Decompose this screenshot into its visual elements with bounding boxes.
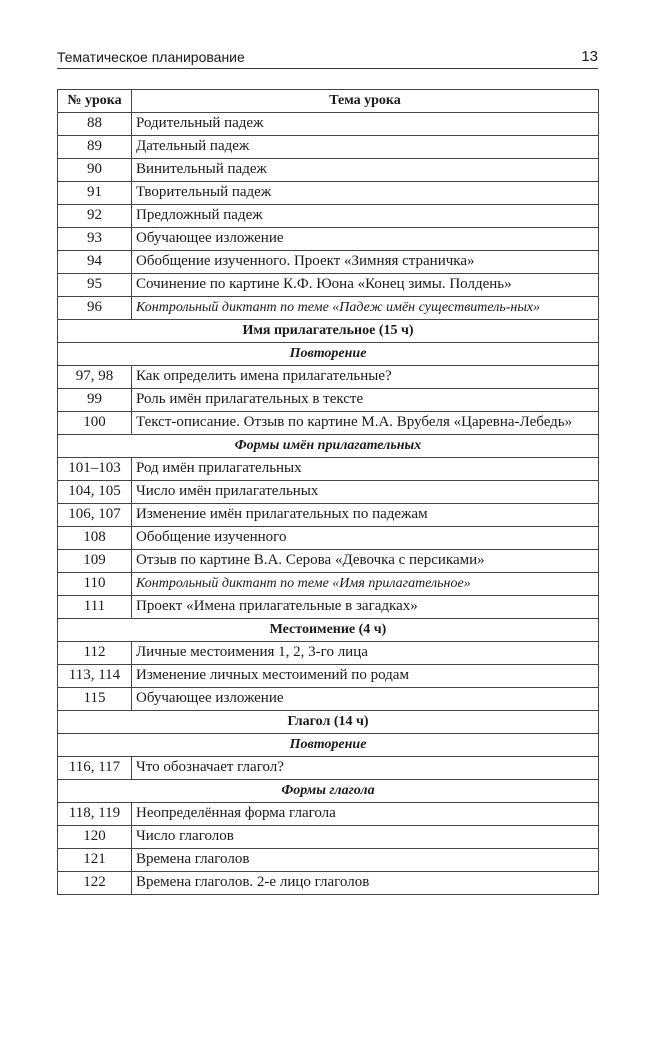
lesson-topic: Отзыв по картине В.А. Серова «Девочка с персиками»	[132, 550, 599, 573]
lesson-number: 110	[58, 573, 132, 596]
lesson-number: 101–103	[58, 458, 132, 481]
lesson-topic: Дательный падеж	[132, 136, 599, 159]
lesson-number: 100	[58, 412, 132, 435]
section-row	[58, 711, 599, 734]
subsection-title: Формы глагола	[58, 780, 599, 803]
lesson-number: 106, 107	[58, 504, 132, 527]
lesson-topic: Предложный падеж	[132, 205, 599, 228]
lesson-number: 88	[58, 113, 132, 136]
section-row	[58, 619, 599, 642]
lesson-number: 109	[58, 550, 132, 573]
running-head-title: Тематическое планирование	[57, 49, 245, 65]
lesson-number: 90	[58, 159, 132, 182]
section-title: Местоимение (4 ч)	[58, 619, 599, 642]
table-row	[58, 504, 599, 527]
subsection-row	[58, 343, 599, 366]
table-row	[58, 872, 599, 895]
section-title: Имя прилагательное (15 ч)	[58, 320, 599, 343]
lesson-number: 96	[58, 297, 132, 320]
subsection-row	[58, 734, 599, 757]
lesson-number: 91	[58, 182, 132, 205]
lesson-number: 94	[58, 251, 132, 274]
lesson-topic: Число имён прилагательных	[132, 481, 599, 504]
table-row	[58, 596, 599, 619]
lesson-topic: Контрольный диктант по теме «Имя прилагательное»	[132, 573, 599, 596]
lesson-topic: Что обозначает глагол?	[132, 757, 599, 780]
table-row	[58, 297, 599, 320]
lesson-topic: Изменение личных местоимений по родам	[132, 665, 599, 688]
subsection-title: Формы имён прилагательных	[58, 435, 599, 458]
table-row	[58, 642, 599, 665]
table-row	[58, 366, 599, 389]
lesson-topic: Текст-описание. Отзыв по картине М.А. Врубеля «Царевна-Лебедь»	[132, 412, 599, 435]
subsection-row	[58, 780, 599, 803]
table-row	[58, 826, 599, 849]
lesson-topic: Обобщение изученного	[132, 527, 599, 550]
lesson-topic: Родительный падеж	[132, 113, 599, 136]
lesson-topic: Обучающее изложение	[132, 228, 599, 251]
table-row	[58, 136, 599, 159]
lesson-number: 120	[58, 826, 132, 849]
lesson-number: 95	[58, 274, 132, 297]
lesson-number: 112	[58, 642, 132, 665]
column-header-lesson-number: № урока	[58, 90, 132, 113]
column-header-lesson-topic: Тема урока	[132, 90, 599, 113]
lesson-topic: Неопределённая форма глагола	[132, 803, 599, 826]
lesson-number: 122	[58, 872, 132, 895]
table-row	[58, 159, 599, 182]
table-row	[58, 527, 599, 550]
table-row	[58, 665, 599, 688]
lesson-topic: Как определить имена прилагательные?	[132, 366, 599, 389]
lesson-topic: Винительный падеж	[132, 159, 599, 182]
lesson-number: 97, 98	[58, 366, 132, 389]
table-row	[58, 481, 599, 504]
running-head	[57, 48, 598, 69]
lesson-number: 113, 114	[58, 665, 132, 688]
lesson-topic: Контрольный диктант по теме «Падеж имён существитель-ных»	[132, 297, 599, 320]
lesson-number: 92	[58, 205, 132, 228]
lesson-topic: Личные местоимения 1, 2, 3-го лица	[132, 642, 599, 665]
table-row	[58, 228, 599, 251]
lesson-number: 108	[58, 527, 132, 550]
lesson-topic: Род имён прилагательных	[132, 458, 599, 481]
lesson-topic: Роль имён прилагательных в тексте	[132, 389, 599, 412]
table-row	[58, 205, 599, 228]
lesson-topic: Творительный падеж	[132, 182, 599, 205]
table-header-row	[58, 90, 599, 113]
lesson-number: 89	[58, 136, 132, 159]
lesson-topic: Изменение имён прилагательных по падежам	[132, 504, 599, 527]
page-number: 13	[581, 48, 598, 65]
subsection-title: Повторение	[58, 734, 599, 757]
lesson-number: 104, 105	[58, 481, 132, 504]
lesson-plan-table	[57, 89, 599, 895]
lesson-topic: Проект «Имена прилагательные в загадках»	[132, 596, 599, 619]
lesson-topic: Времена глаголов	[132, 849, 599, 872]
table-row	[58, 274, 599, 297]
lesson-topic: Времена глаголов. 2-е лицо глаголов	[132, 872, 599, 895]
lesson-topic: Сочинение по картине К.Ф. Юона «Конец зимы. Полдень»	[132, 274, 599, 297]
lesson-topic: Число глаголов	[132, 826, 599, 849]
lesson-number: 93	[58, 228, 132, 251]
table-row	[58, 251, 599, 274]
table-row	[58, 849, 599, 872]
table-row	[58, 458, 599, 481]
section-title: Глагол (14 ч)	[58, 711, 599, 734]
table-row	[58, 550, 599, 573]
lesson-topic: Обучающее изложение	[132, 688, 599, 711]
table-row	[58, 412, 599, 435]
lesson-number: 111	[58, 596, 132, 619]
lesson-number: 121	[58, 849, 132, 872]
subsection-row	[58, 435, 599, 458]
table-row	[58, 182, 599, 205]
table-row	[58, 688, 599, 711]
table-body	[58, 113, 599, 895]
lesson-number: 99	[58, 389, 132, 412]
table-row	[58, 803, 599, 826]
table-row	[58, 389, 599, 412]
table-row	[58, 113, 599, 136]
table-row	[58, 573, 599, 596]
lesson-number: 118, 119	[58, 803, 132, 826]
lesson-number: 116, 117	[58, 757, 132, 780]
lesson-number: 115	[58, 688, 132, 711]
lesson-topic: Обобщение изученного. Проект «Зимняя страничка»	[132, 251, 599, 274]
section-row	[58, 320, 599, 343]
subsection-title: Повторение	[58, 343, 599, 366]
table-row	[58, 757, 599, 780]
